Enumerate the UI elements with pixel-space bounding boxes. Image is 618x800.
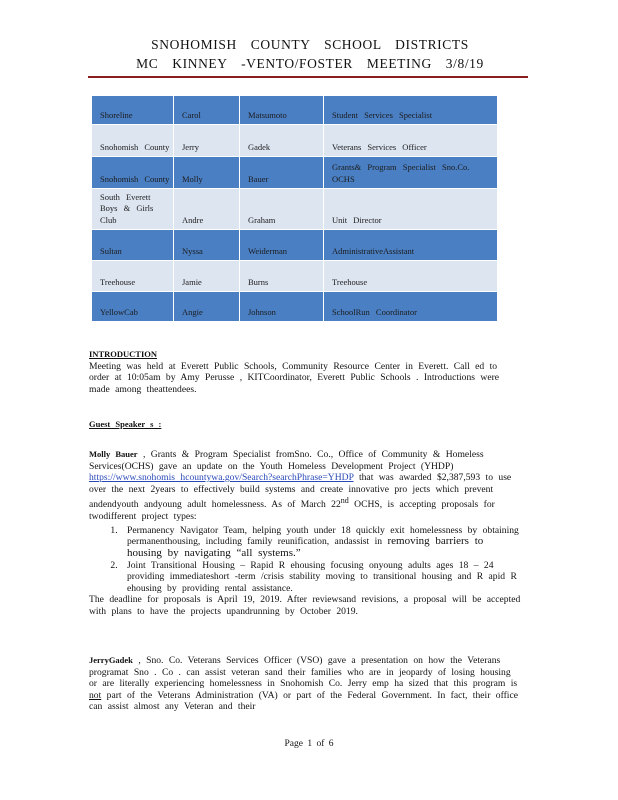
list-item [123, 560, 521, 595]
job-title-cell: Veterans Services Officer [324, 125, 498, 157]
org-cell: YellowCab [92, 292, 174, 322]
jerry-gadek-paragraph [89, 655, 521, 713]
speaker-text: , Sno. Co. Veterans Services Officer (VSO) gave a presentation on how the Veterans programat Sno . Co . can assist veteran sand their families who are in jeopardy of losing housing or are literally experiencing homelessness in Snohomish Co. Jerry emp ha sized that this program is [89, 655, 518, 690]
list-item-text: removing barriers to housing by navigating “all systems.” [127, 535, 484, 559]
table-row [92, 96, 498, 125]
first-name-cell: Carol [174, 96, 240, 125]
speaker-text: that was awarded $2,387,593 to use over the next 2years to effectively build systems and create innovative pro jects which prevent andendyouth andyoung adult homelessness. As of March 22 [89, 472, 512, 511]
table-row [92, 189, 498, 230]
title-divider [88, 76, 528, 78]
first-name-cell: Andre [174, 189, 240, 230]
first-name-cell: Nyssa [174, 230, 240, 261]
org-cell: Snohomish County [92, 125, 174, 157]
first-name-cell: Jerry [174, 125, 240, 157]
table-row [92, 125, 498, 157]
org-cell: Shoreline [92, 96, 174, 125]
emphasis-not: not [89, 689, 102, 701]
introduction-heading: INTRODUCTION [89, 349, 158, 359]
job-title-cell: Unit Director [324, 189, 498, 230]
molly-bauer-paragraph [89, 449, 521, 618]
last-name-cell: Graham [240, 189, 324, 230]
speaker-name: JerryGadek [89, 655, 133, 665]
ordinal-suffix: nd [340, 496, 349, 506]
first-name-cell: Angie [174, 292, 240, 322]
attendee-table [91, 95, 498, 322]
guest-speakers-heading: Guest Speaker s : [89, 419, 162, 429]
list-item [123, 525, 521, 560]
page-number: Page 1 of 6 [284, 739, 334, 749]
last-name-cell: Johnson [240, 292, 324, 322]
last-name-cell: Gadek [240, 125, 324, 157]
first-name-cell: Jamie [174, 261, 240, 292]
deadline-paragraph: The deadline for proposals is April 19, 2019. After reviewsand revisions, a proposal will be accepted with plans to have the projects upandrunning by October 2019. [89, 594, 521, 617]
list-item-text: Joint Transitional Housing – Rapid R ehousing focusing onyoung adults ages 18 – 24 providing immediateshort -term /crisis stability moving to transitional housing and R apid R ehousing by providing rental assistance. [127, 559, 517, 594]
org-cell: Snohomish County [92, 157, 174, 189]
document-title-line-1: SNOHOMISH COUNTY SCHOOL DISTRICTS [151, 37, 469, 52]
last-name-cell: Matsumoto [240, 96, 324, 125]
speaker-text: OCHS, is accepting proposals for twodifferent project types: [89, 499, 495, 523]
last-name-cell: Burns [240, 261, 324, 292]
table-row [92, 261, 498, 292]
table-row [92, 157, 498, 189]
first-name-cell: Molly [174, 157, 240, 189]
yhdp-link[interactable]: https://www.snohomis hcountywa.gov/Search?searchPhrase=YHDP [89, 472, 354, 484]
table-row [92, 292, 498, 322]
job-title-cell: SchoolRun Coordinator [324, 292, 498, 322]
project-types-list [89, 525, 521, 595]
org-cell: Sultan [92, 230, 174, 261]
job-title-cell: Treehouse [324, 261, 498, 292]
last-name-cell: Bauer [240, 157, 324, 189]
job-title-cell: AdministrativeAssistant [324, 230, 498, 261]
last-name-cell: Weiderman [240, 230, 324, 261]
speaker-text: , Grants & Program Specialist fromSno. Co., Office of Community & Homeless Services(OCHS) gave an update on the Youth Homeless Development Project (YHDP) [89, 449, 484, 472]
speaker-name: Molly Bauer [89, 449, 138, 459]
speaker-text: part of the Veterans Administration (VA) or part of the Federal Government. In fact, their office can assist almost any Veteran and their [89, 689, 518, 713]
document-title-line-2: MC KINNEY -VENTO/FOSTER MEETING 3/8/19 [136, 56, 484, 71]
job-title-cell: Grants& Program Specialist Sno.Co. OCHS [324, 157, 498, 189]
org-cell: South Everett Boys & Girls Club [92, 189, 174, 230]
job-title-cell: Student Services Specialist [324, 96, 498, 125]
org-cell: Treehouse [92, 261, 174, 292]
introduction-section [89, 349, 521, 395]
introduction-paragraph: Meeting was held at Everett Public Schools, Community Resource Center in Everett. Call ed to order at 10:05am by Amy Perusse , KITCoordinator, Everett Public Schools . Introductions were made among theattendees. [89, 360, 500, 395]
list-item-text: Permanency Navigator Team, helping youth under 18 quickly exit homelessness by obtaining permanenthousing, including family reunification, andassist in [127, 524, 519, 548]
table-row [92, 230, 498, 261]
guest-speakers-section [89, 419, 521, 431]
